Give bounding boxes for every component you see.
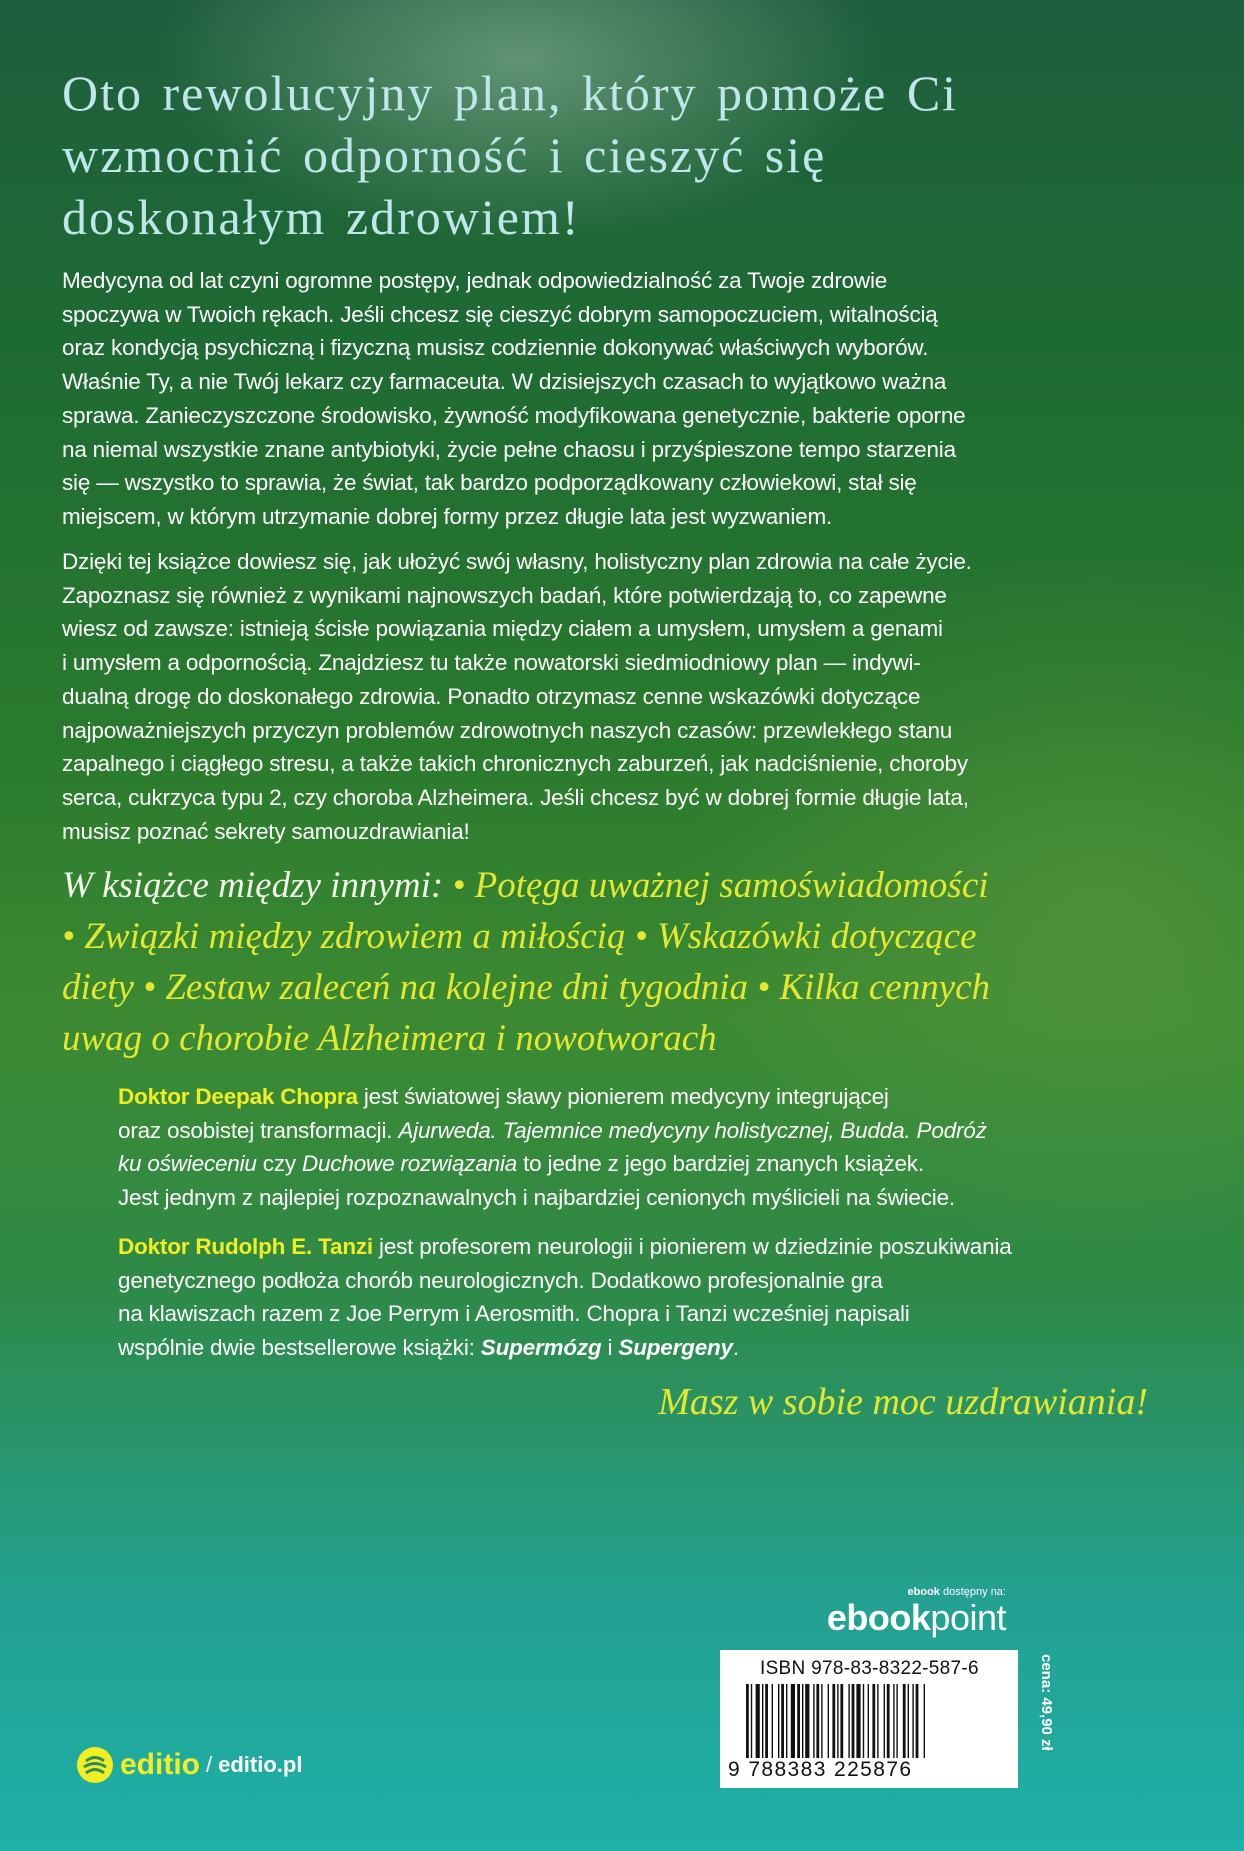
- paragraph-line: zapalnego i ciągłego stresu, a także takich chronicznych zaburzeń, jak nadciśnienie, choroby: [62, 751, 968, 777]
- paragraph-line: serca, cukrzyca typu 2, czy choroba Alzheimera. Jeśli chcesz być w dobrej formie długie lata,: [62, 784, 969, 810]
- barcode-stripe: [781, 1684, 784, 1758]
- bio-text: na klawiszach razem z Joe Perrym i Aerosmith. Chopra i Tanzi wcześniej napisali: [118, 1301, 910, 1327]
- paragraph-line: Właśnie Ty, a nie Twój lekarz czy farmaceuta. W dzisiejszych czasach to wyjątkowo ważna: [62, 369, 947, 395]
- barcode-stripe: [916, 1684, 919, 1758]
- ebookpoint-logo: [800, 1598, 1006, 1638]
- paragraph-line: oraz kondycją psychiczną i fizyczną musisz codziennie dokonywać właściwych wyborów.: [62, 335, 929, 361]
- paragraph-line: miejscem, w którym utrzymanie dobrej formy przez długie lata jest wyzwaniem.: [62, 503, 833, 529]
- barcode-stripe: [852, 1684, 855, 1758]
- barcode-stripe: [837, 1684, 838, 1758]
- barcode-stripe: [805, 1684, 809, 1758]
- barcode-stripe: [762, 1684, 763, 1758]
- highlights-line: • Związki między zdrowiem a miłością • Wskazówki dotyczące: [62, 916, 977, 957]
- author-bio-chopra: [118, 1080, 1188, 1215]
- bio-text: jest światowej sławy pionierem medycyny integrującej: [357, 1084, 889, 1109]
- barcode-stripe: [896, 1684, 897, 1758]
- barcode-stripe: [828, 1684, 829, 1758]
- barcode-stripe: [868, 1684, 869, 1758]
- barcode-stripe: [903, 1684, 906, 1758]
- barcode-stripe: [791, 1684, 795, 1758]
- book-title: Supergeny: [618, 1335, 733, 1361]
- isbn-number: ISBN 978-83-8322-587-6: [760, 1658, 979, 1679]
- barcode-stripe: [832, 1684, 835, 1758]
- barcode-stripe: [797, 1684, 800, 1758]
- highlights-line: • Potęga uważnej samoświadomości: [452, 865, 989, 906]
- barcode-stripe: [912, 1684, 913, 1758]
- book-highlights: [62, 860, 1192, 1064]
- highlights-lead: W książce między innymi:: [62, 865, 453, 906]
- barcode-stripe: [908, 1684, 909, 1758]
- barcode-stripe: [872, 1684, 875, 1758]
- description-paragraph-2: [62, 545, 1162, 848]
- barcode-stripe: [884, 1684, 885, 1758]
- barcode-stripe: [746, 1684, 749, 1758]
- paragraph-line: Dzięki tej książce dowiesz się, jak ułożyć swój własny, holistyczny plan zdrowia na całe życie.: [62, 549, 972, 574]
- barcode-stripe: [772, 1684, 773, 1758]
- paragraph-line: musisz poznać sekrety samouzdrawiania!: [62, 818, 470, 844]
- paragraph-line: najpoważniejszych przyczyn problemów zdrowotnych naszych czasów: przewlekłego stanu: [62, 717, 953, 743]
- barcode-stripe: [863, 1684, 864, 1758]
- tagline: Masz w sobie moc uzdrawiania!: [658, 1381, 1148, 1423]
- barcode-digits: 9 788383 225876: [728, 1758, 913, 1781]
- highlights-line: diety • Zestaw zaleceń na kolejne dni tygodnia • Kilka cennych: [62, 967, 991, 1008]
- book-title: Duchowe rozwiązania: [302, 1151, 518, 1177]
- editio-logo-icon: [76, 1746, 114, 1784]
- headline-line: Oto rewolucyjny plan, który pomoże Ci: [62, 65, 959, 121]
- ebook-note-bold: ebook: [907, 1586, 940, 1598]
- publisher-separator: /: [206, 1752, 213, 1777]
- bio-text: Jest jednym z najlepiej rozpoznawalnych i najbardziej cenionych myślicieli na świecie.: [118, 1185, 955, 1211]
- paragraph-line: wiesz od zawsze: istnieją ścisłe powiązania między ciałem a umysłem, umysłem a genami: [62, 616, 943, 642]
- barcode-stripe: [802, 1684, 803, 1758]
- barcode-stripe: [751, 1684, 752, 1758]
- ebookpoint-logo-text: point: [930, 1597, 1006, 1638]
- publisher-name: editio: [120, 1748, 200, 1781]
- book-title: Supermózg: [480, 1335, 602, 1361]
- paragraph-line: sprawa. Zanieczyszczone środowisko, żywność modyfikowana genetycznie, bakterie oporne: [62, 402, 966, 428]
- paragraph-line: Zapoznasz się również z wynikami najnowszych badań, które potwierdzają to, co zapewne: [62, 582, 947, 608]
- ebook-note-text: dostępny na:: [939, 1586, 1006, 1598]
- headline-line: wzmocnić odporność i cieszyć się: [62, 127, 827, 183]
- paragraph-line: się — wszystko to sprawia, że świat, tak bardzo podporządkowany człowiekowi, stał się: [62, 470, 917, 496]
- bio-text: i: [601, 1335, 619, 1361]
- ebookpoint-badge: [800, 1586, 1006, 1638]
- bio-text: jest profesorem neurologii i pionierem w dziedzinie poszukiwania: [372, 1234, 1012, 1259]
- bio-text: wspólnie dwie bestsellerowe książki:: [118, 1335, 481, 1361]
- barcode-stripe: [756, 1684, 760, 1758]
- barcode-stripe: [924, 1684, 925, 1758]
- barcode-stripe: [840, 1684, 843, 1758]
- barcode-stripe: [813, 1684, 814, 1758]
- barcode-stripe: [856, 1684, 860, 1758]
- publisher-logo: [76, 1746, 302, 1784]
- price-label: cena: 49,90 zł: [1038, 1654, 1055, 1751]
- bio-text: czy: [256, 1151, 302, 1177]
- barcode-stripe: [786, 1684, 787, 1758]
- bio-text: .: [732, 1335, 739, 1361]
- bio-text: oraz osobistej transformacji.: [118, 1117, 399, 1143]
- publisher-url[interactable]: editio.pl: [218, 1752, 303, 1777]
- paragraph-line: na niemal wszystkie znane antybiotyki, życie pełne chaosu i przyśpieszone tempo starzenia: [62, 436, 956, 462]
- barcode-stripe: [765, 1684, 768, 1758]
- bio-text: genetycznego podłoża chorób neurologicznych. Dodatkowo profesjonalnie gra: [118, 1267, 883, 1293]
- book-title: ku oświeceniu: [118, 1151, 257, 1177]
- paragraph-line: Medycyna od lat czyni ogromne postępy, jednak odpowiedzialność za Twoje zdrowie: [62, 268, 888, 293]
- barcode-stripe: [848, 1684, 849, 1758]
- headline-line: doskonałym zdrowiem!: [62, 189, 581, 245]
- barcode-stripe: [877, 1684, 878, 1758]
- paragraph-line: i umysłem a odpornością. Znajdziesz tu także nowatorski siedmiodniowy plan — indywi-: [62, 650, 921, 676]
- headline: [62, 62, 1182, 248]
- author-bio-tanzi: [118, 1230, 1188, 1365]
- paragraph-line: spoczywa w Twoich rękach. Jeśli chcesz się cieszyć dobrym samopoczuciem, witalnością: [62, 301, 938, 327]
- paragraph-line: dualną drogę do doskonałego zdrowia. Ponadto otrzymasz cenne wskazówki dotyczące: [62, 683, 921, 709]
- author-name: Doktor Rudolph E. Tanzi: [118, 1234, 373, 1259]
- isbn-barcode: [720, 1650, 1018, 1788]
- barcode-stripe: [778, 1684, 779, 1758]
- bio-text: to jedne z jego bardziej znanych książek.: [517, 1151, 924, 1177]
- barcode-stripe: [887, 1684, 890, 1758]
- barcode-bars-icon: [746, 1684, 992, 1758]
- barcode-stripe: [821, 1684, 822, 1758]
- barcode-stripe: [893, 1684, 894, 1758]
- author-name: Doktor Deepak Chopra: [118, 1084, 358, 1109]
- barcode-stripe: [816, 1684, 819, 1758]
- description-paragraph-1: [62, 264, 1162, 534]
- book-title: Ajurweda. Tajemnice medycyny holistycznej, Budda. Podróż: [398, 1117, 987, 1143]
- highlights-line: uwag o chorobie Alzheimera i nowotworach: [62, 1018, 717, 1059]
- ebookpoint-logo-bold: ebook: [826, 1597, 931, 1638]
